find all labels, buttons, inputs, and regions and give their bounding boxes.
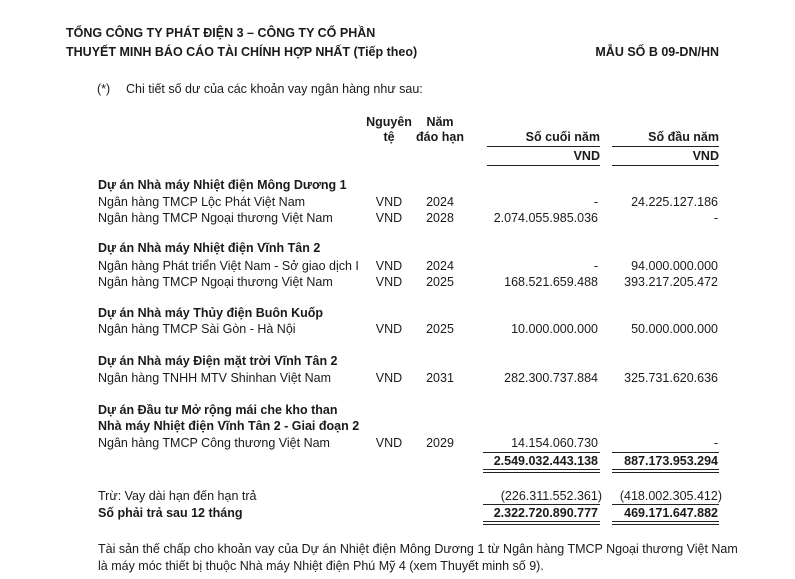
payable-after-12-months-label: Số phải trả sau 12 tháng (98, 506, 243, 520)
opening-cell: 50.000.000.000 (631, 322, 718, 336)
total-opening: 887.173.953.294 (624, 454, 718, 468)
payable-opening: 469.171.647.882 (624, 506, 718, 520)
currency-cell: VND (375, 211, 403, 225)
payable-double-rule-closing (483, 521, 600, 525)
current-portion-closing: (226.311.552.361) (500, 489, 602, 503)
currency-cell: VND (375, 275, 403, 289)
collateral-note-line1: Tài sản thế chấp cho khoản vay của Dự án Nhiệt điện Mông Dương 1 từ Ngân hàng TMCP Ngoại thương Việt Nam (98, 542, 738, 556)
opening-cell: 393.217.205.472 (624, 275, 718, 289)
current-portion-opening: (418.002.305.412) (619, 489, 722, 503)
opening-cell: - (713, 211, 718, 225)
closing-cell: 14.154.060.730 (511, 436, 598, 450)
total-double-rule-closing (483, 469, 600, 473)
payable-closing: 2.322.720.890.777 (493, 506, 598, 520)
total-closing: 2.549.032.443.138 (493, 454, 598, 468)
closing-cell: 282.300.737.884 (504, 371, 598, 385)
maturity-cell: 2025 (426, 322, 454, 336)
maturity-cell: 2029 (426, 436, 454, 450)
col-currency-line1: Nguyên (366, 115, 412, 129)
bank-name: Ngân hàng TMCP Lộc Phát Việt Nam (98, 195, 306, 209)
total-rule-closing (483, 452, 600, 453)
section-title: Dự án Nhà máy Nhiệt điện Mông Dương 1 (98, 178, 347, 192)
bank-name: Ngân hàng TNHH MTV Shinhan Việt Nam (98, 371, 331, 385)
form-number: MẪU SỐ B 09-DN/HN (595, 45, 719, 59)
col-opening-unit: VND (692, 149, 719, 163)
header-underline-closing (487, 146, 600, 147)
closing-cell: 2.074.055.985.036 (493, 211, 598, 225)
maturity-cell: 2025 (426, 275, 454, 289)
col-maturity-line2: đáo hạn (416, 130, 464, 144)
opening-cell: - (713, 436, 718, 450)
unit-underline-opening (612, 165, 719, 166)
current-portion-label: Trừ: Vay dài hạn đến hạn trả (98, 489, 257, 503)
header-underline-opening (612, 146, 719, 147)
currency-cell: VND (375, 371, 403, 385)
unit-underline-closing (487, 165, 600, 166)
opening-cell: 94.000.000.000 (631, 259, 718, 273)
section-title: Dự án Đầu tư Mở rộng mái che kho than (98, 403, 338, 417)
col-closing-balance: Số cuối năm (525, 130, 600, 144)
intro-marker: (*) (97, 82, 111, 96)
section-title: Dự án Nhà máy Điện mặt trời Vĩnh Tân 2 (98, 354, 338, 368)
report-subtitle: THUYẾT MINH BÁO CÁO TÀI CHÍNH HỢP NHẤT (Tiếp theo) (66, 45, 418, 59)
currency-cell: VND (375, 436, 403, 450)
bank-name: Ngân hàng TMCP Sài Gòn - Hà Nội (98, 322, 296, 336)
currency-cell: VND (375, 259, 403, 273)
company-name: TỔNG CÔNG TY PHÁT ĐIỆN 3 – CÔNG TY CỔ PHẦN (66, 26, 376, 40)
section-title-line2: Nhà máy Nhiệt điện Vĩnh Tân 2 - Giai đoạn 2 (98, 419, 360, 433)
col-currency-line2: tệ (383, 130, 395, 144)
opening-cell: 24.225.127.186 (631, 195, 718, 209)
opening-cell: 325.731.620.636 (624, 371, 718, 385)
maturity-cell: 2024 (426, 259, 454, 273)
total-double-rule-opening (612, 469, 719, 473)
col-opening-balance: Số đầu năm (648, 130, 719, 144)
bank-name: Ngân hàng TMCP Ngoại thương Việt Nam (98, 211, 333, 225)
intro-text: Chi tiết số dư của các khoản vay ngân hàng như sau: (126, 82, 423, 96)
currency-cell: VND (375, 322, 403, 336)
payable-rule-opening (612, 504, 719, 505)
bank-name: Ngân hàng Phát triển Việt Nam - Sở giao dịch I (98, 259, 359, 273)
col-maturity-line1: Năm (426, 115, 454, 129)
maturity-cell: 2024 (426, 195, 454, 209)
bank-name: Ngân hàng TMCP Ngoại thương Việt Nam (98, 275, 333, 289)
maturity-cell: 2031 (426, 371, 454, 385)
payable-double-rule-opening (612, 521, 719, 525)
section-title: Dự án Nhà máy Nhiệt điện Vĩnh Tân 2 (98, 241, 321, 255)
bank-name: Ngân hàng TMCP Công thương Việt Nam (98, 436, 330, 450)
closing-cell: - (593, 195, 598, 209)
payable-rule-closing (483, 504, 600, 505)
total-rule-opening (612, 452, 719, 453)
closing-cell: - (593, 259, 598, 273)
currency-cell: VND (375, 195, 403, 209)
collateral-note-line2: là máy móc thiết bị thuộc Nhà máy Nhiệt điện Phú Mỹ 4 (xem Thuyết minh số 9). (98, 559, 544, 573)
col-closing-unit: VND (573, 149, 600, 163)
closing-cell: 168.521.659.488 (504, 275, 598, 289)
section-title: Dự án Nhà máy Thủy điện Buôn Kuốp (98, 306, 324, 320)
closing-cell: 10.000.000.000 (511, 322, 598, 336)
maturity-cell: 2028 (426, 211, 454, 225)
